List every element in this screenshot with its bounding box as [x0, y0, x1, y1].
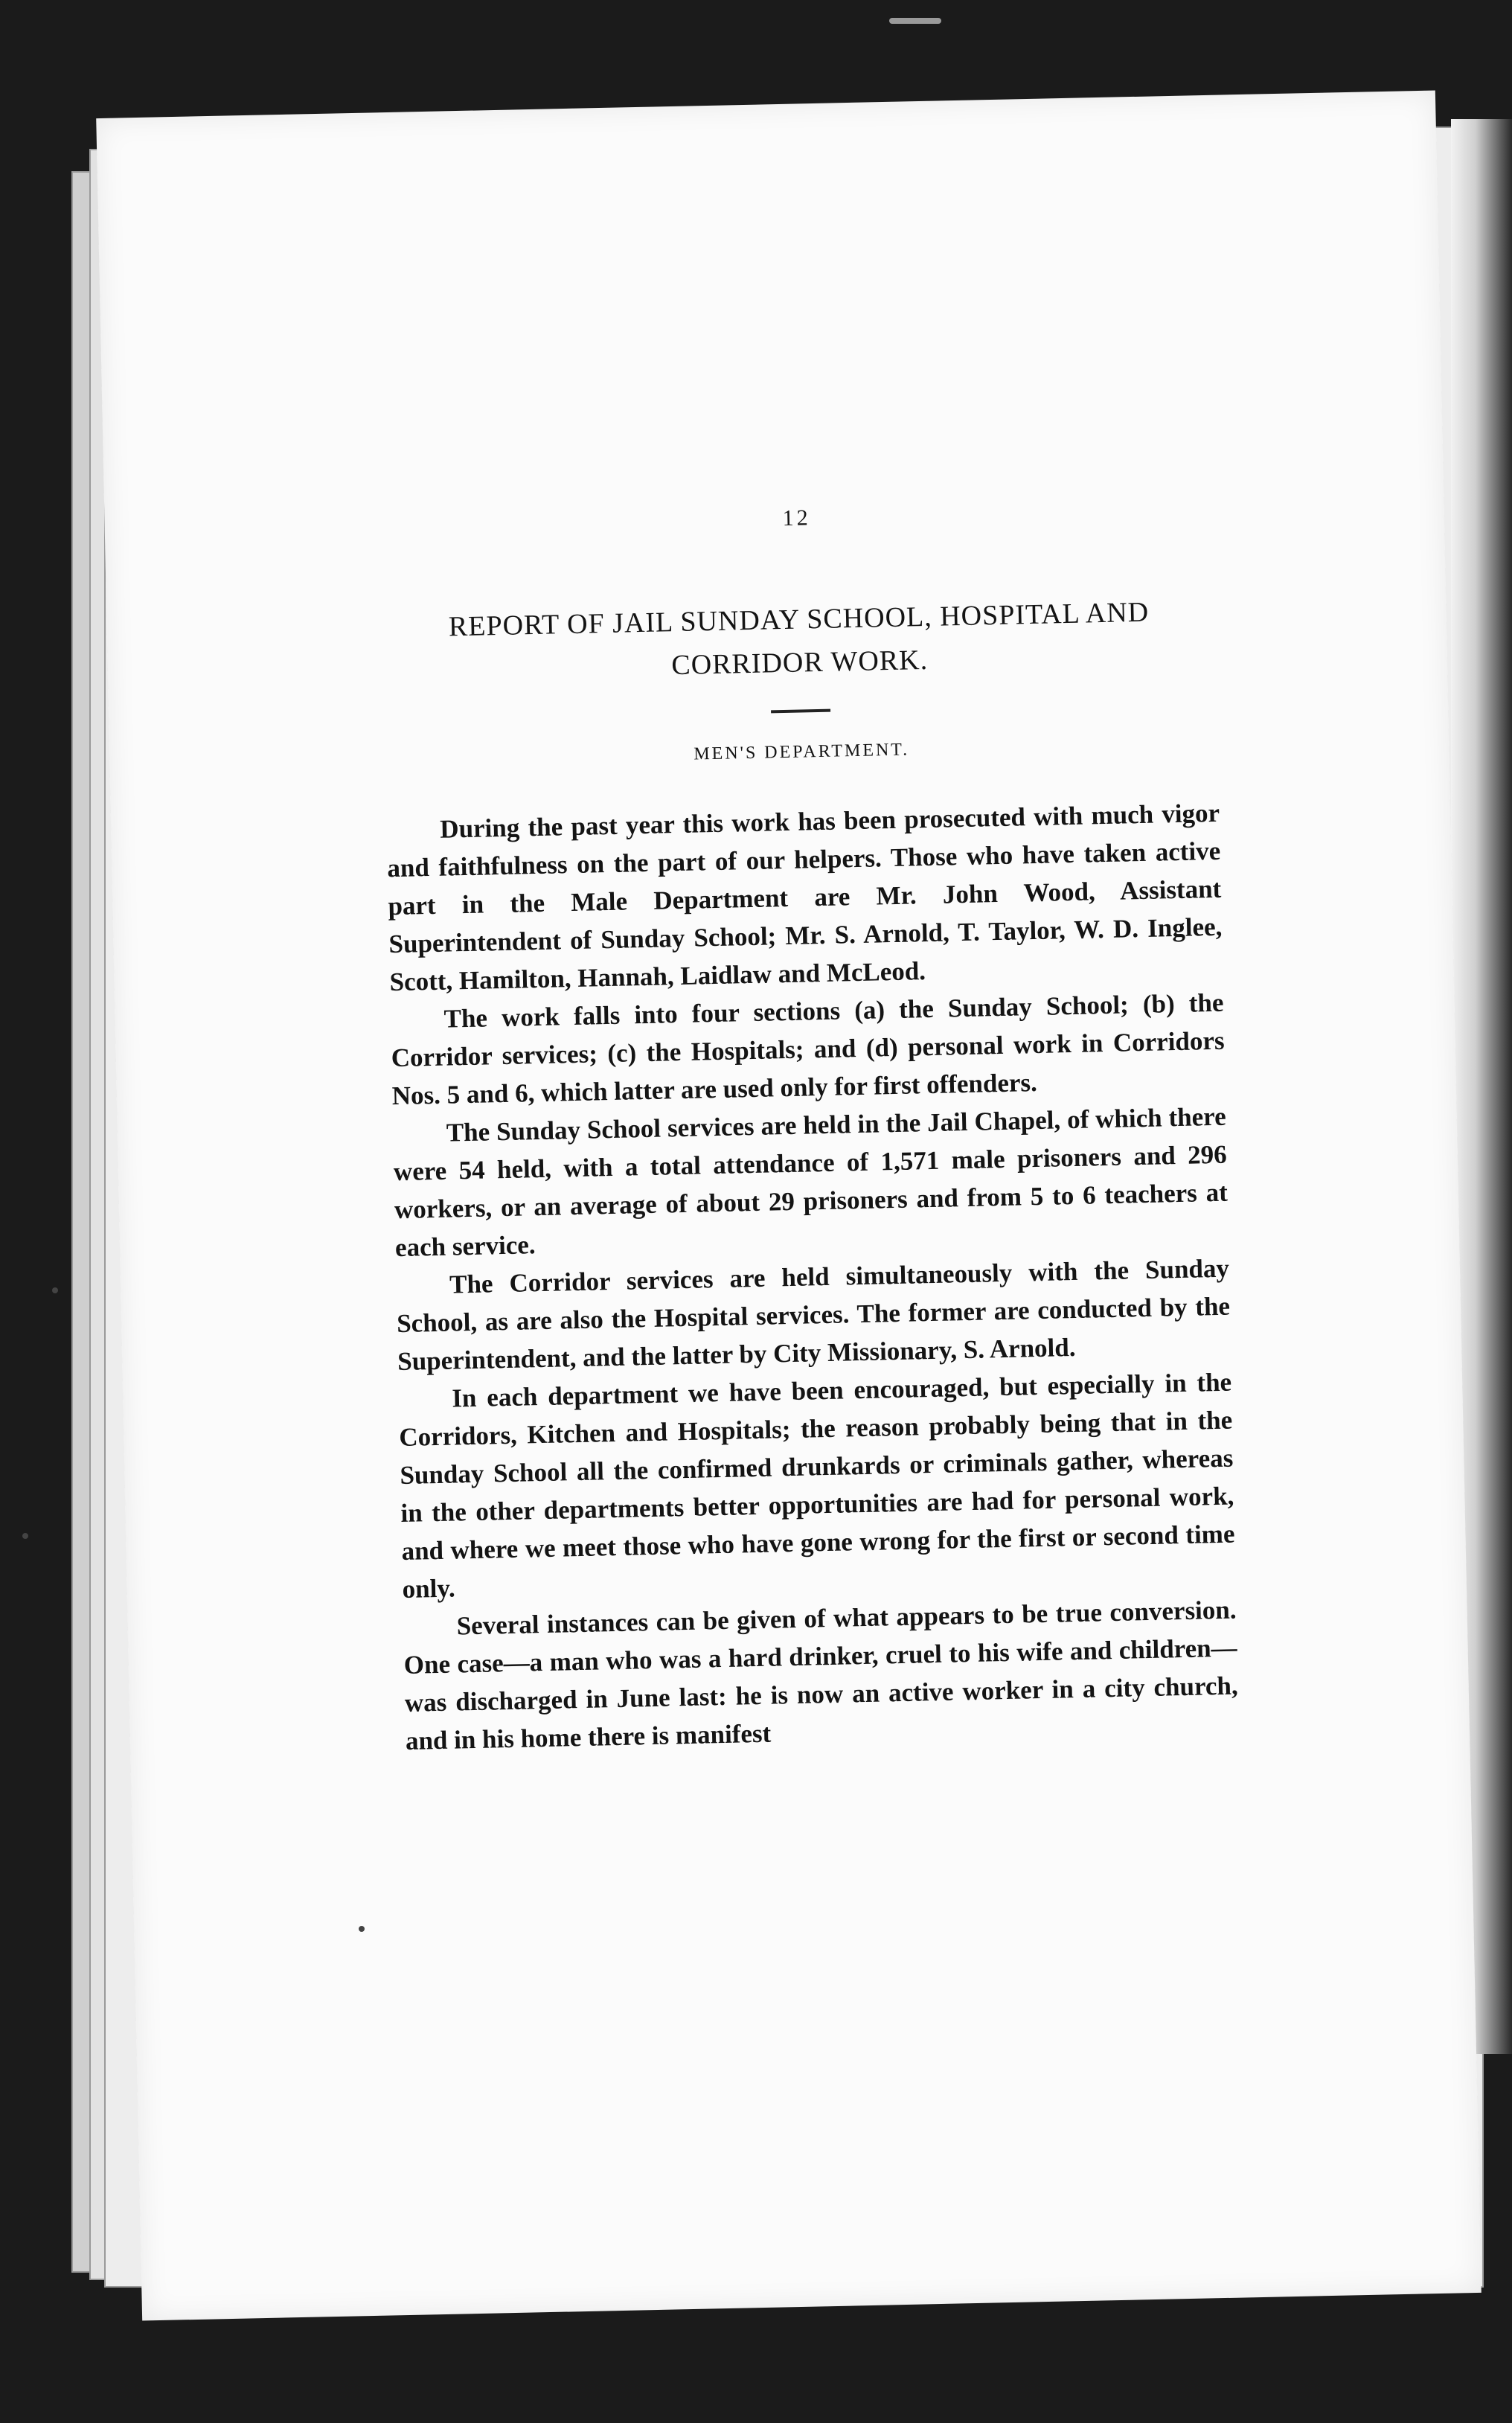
- paragraph: During the past year this work has been prosecuted with much vigor and faithfulness on the part of our helpers. Those who have taken active part in the Male Department are Mr. John Wood, Assistant Superintendent of Sunday School; Mr. S. Arnold, T. Taylor, W. D. Inglee, Scott, Hamilton, Hannah, Laidlaw and McLeod.: [386, 798, 1223, 997]
- page-content: [379, 497, 1239, 1760]
- page-number: 12: [782, 505, 811, 531]
- scan-mark: [889, 18, 941, 24]
- report-body: [386, 794, 1239, 1760]
- report-title: [382, 589, 1217, 693]
- paragraph: The work falls into four sections (a) the Sunday School; (b) the Corridor services; (c) the Hospitals; and (d) personal work in Corridors Nos. 5 and 6, which latter are used only for first offenders.: [391, 988, 1225, 1111]
- dust-speck: [52, 1287, 58, 1293]
- paragraph: The Corridor services are held simultaneously with the Sunday School, as are also the Hospital services. The former are conducted by the Superintendent, and the latter by City Missionary, S. Arnold.: [396, 1253, 1231, 1377]
- title-divider: [771, 709, 830, 714]
- title-line-2: CORRIDOR WORK.: [670, 644, 929, 682]
- paragraph: Several instances can be given of what appears to be true conversion. One case—a man who was a hard drinker, cruel to his wife and children—was discharged in June last: he is now an active worker in a city church, and in his home there is manifest: [403, 1595, 1239, 1755]
- dust-speck: [359, 1926, 365, 1932]
- section-heading: MEN'S DEPARTMENT.: [693, 740, 910, 764]
- paragraph: The Sunday School services are held in the Jail Chapel, of which there were 54 held, with a total attendance of 1,571 male prisoners and 296 workers, or an average of about 29 prisoners and from 5 to 6 teachers at each service.: [393, 1101, 1228, 1263]
- title-line-1: REPORT OF JAIL SUNDAY SCHOOL, HOSPITAL AND: [448, 596, 1150, 643]
- dust-speck: [22, 1533, 28, 1539]
- paragraph: In each department we have been encouraged, but especially in the Corridors, Kitchen and Hospitals; the reason probably being that in the Sunday School all the confirmed drunkards or criminals gather, whereas in the other departments better opportunities are had for personal work, and where we meet those who have gone wrong for the first or second time only.: [399, 1367, 1235, 1604]
- document-page: [96, 90, 1481, 2320]
